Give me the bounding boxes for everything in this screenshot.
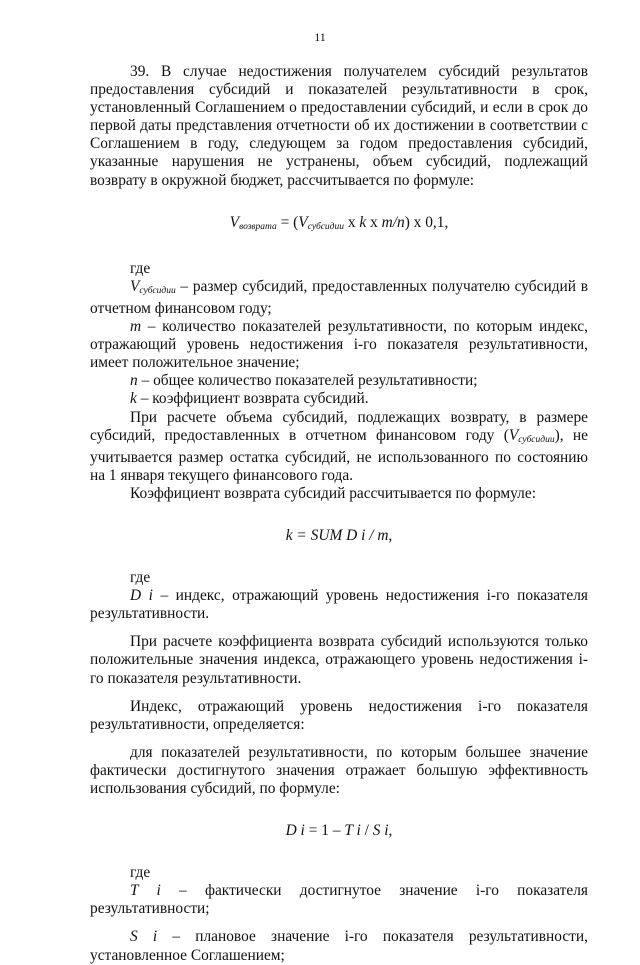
formula1-k: k: [359, 213, 367, 231]
formula1-eq: = (: [276, 213, 299, 231]
where-label-2: где: [130, 569, 151, 587]
remainder-sub: субсидии: [518, 434, 555, 445]
def-k-text: – коэффициент возврата субсидий.: [136, 390, 369, 408]
indicators-paragraph: для показателей результативности, по которым большее значение фактически достигнутого значения отражает большую эффективность использования субсидий, по формуле:: [90, 743, 588, 797]
formula3-slash: /: [360, 822, 373, 840]
def-k-symbol: k: [130, 390, 137, 408]
def-n-text: – общее количество показателей результативности;: [137, 372, 478, 390]
document-body: [90, 63, 588, 965]
formula3-d: D i: [285, 822, 305, 840]
where-label-3: где: [130, 864, 151, 882]
definition-k: [90, 390, 588, 408]
formula-return-volume: [90, 214, 588, 236]
formula3-mid: = 1 –: [304, 822, 345, 840]
def-n-symbol: n: [130, 372, 138, 390]
definition-d: [90, 587, 588, 623]
positive-values-note: При расчете коэффициента возврата субсидий используются только положительные значения индекса, отражающего уровень недостижения i-го показателя результативности.: [90, 633, 588, 687]
def-m-text: – количество показателей результативности, по которым индекс, отражающий уровень недостижения i-го показателя результативности, имеет положительное значение;: [90, 318, 588, 372]
def-t-text: – фактически достигнутое значение i-го показателя результативности;: [90, 882, 588, 918]
page-number: 11: [314, 30, 326, 44]
definition-v-subsidy: [90, 278, 588, 318]
definition-m: [90, 318, 588, 372]
formula1-v-sub: возврата: [239, 221, 277, 232]
formula1-x1: х: [343, 213, 360, 231]
definition-s: [90, 928, 588, 964]
formula1-x2: х: [366, 213, 382, 231]
definition-t: [90, 882, 588, 918]
formula-k: k = SUM D i / m,: [285, 526, 393, 544]
def-m-symbol: m: [130, 318, 142, 336]
remainder-pre: При расчете объема субсидий, подлежащих возврату, в размере субсидий, предоставленных в отчетном финансовом году (: [90, 408, 588, 444]
def-d-symbol: D i: [130, 587, 153, 605]
def-d-text: – индекс, отражающий уровень недостижения i-го показателя результативности.: [90, 587, 588, 623]
clause-39-paragraph: 39. В случае недостижения получателем субсидий результатов предоставления субсидий и показателей результативности в срок, установленный Соглашением о предоставлении субсидий, и если в срок до первой даты представления отчетности об их достижении в соответствии с Соглашением в году, следующем за годом предоставления субсидий, указанные нарушения не устранены, объем субсидий, подлежащий возврату в окружной бюджет, рассчитывается по формуле:: [90, 63, 588, 189]
formula1-v2-sub: субсидии: [307, 221, 344, 232]
formula3-t: T i: [344, 822, 361, 840]
formula3-s: S i: [372, 822, 389, 840]
formula1-v2: V: [298, 213, 308, 231]
index-intro: Индекс, отражающий уровень недостижения i-го показателя результативности, определяется:: [90, 697, 588, 733]
k-intro: Коэффициент возврата субсидий рассчитывается по формуле:: [130, 484, 536, 502]
formula3-end: ,: [388, 822, 393, 840]
formula1-tail: ) х 0,1,: [404, 213, 449, 231]
formula1-v: V: [229, 213, 240, 231]
where-label-1: где: [130, 259, 151, 277]
def-s-symbol: S i: [130, 928, 158, 946]
def-t-symbol: T i: [130, 882, 161, 900]
def-v-sub: субсидии: [139, 285, 176, 296]
formula1-mn: m/n: [381, 213, 405, 231]
def-s-text: – плановое значение i-го показателя результативности, установленное Соглашением;: [90, 928, 588, 964]
def-v-symbol: V: [130, 277, 140, 295]
remainder-paragraph: [90, 409, 588, 485]
remainder-symbol: V: [508, 426, 519, 444]
formula-d: [90, 822, 588, 840]
definition-n: [90, 372, 588, 390]
def-v-text: – размер субсидий, предоставленных получателю субсидий в отчетном финансовом году;: [90, 277, 588, 317]
remainder-post: ), не учитывается размер остатка субсидий, не использованного по состоянию на 1 января текущего финансового года.: [90, 426, 588, 484]
